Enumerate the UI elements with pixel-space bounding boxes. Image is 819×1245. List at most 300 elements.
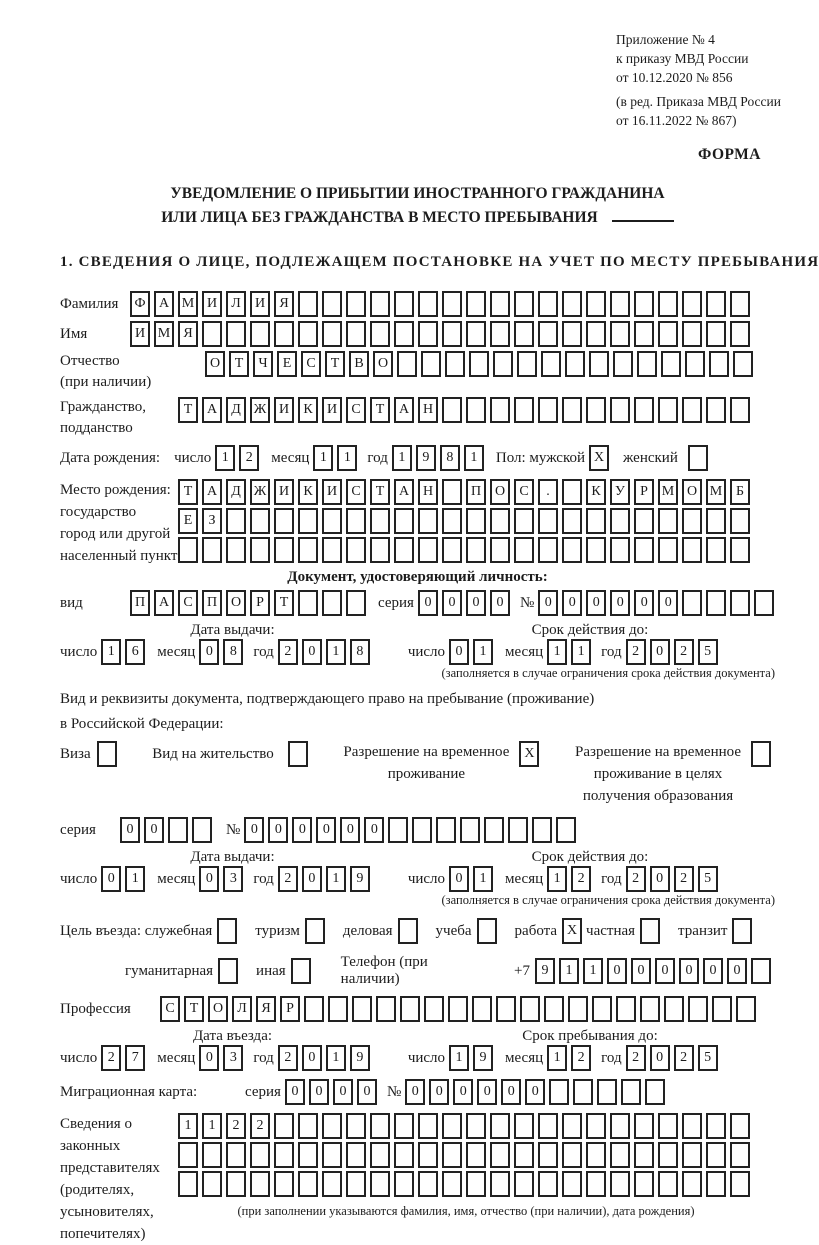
char-box[interactable]: 9 [350,1045,370,1071]
char-box[interactable] [682,508,702,534]
char-box[interactable]: 0 [357,1079,377,1105]
char-box[interactable]: А [154,590,174,616]
char-box[interactable] [565,351,585,377]
char-box[interactable]: 5 [698,1045,718,1071]
char-box[interactable] [658,508,678,534]
char-box[interactable] [274,508,294,534]
char-box[interactable]: А [202,479,222,505]
char-box[interactable]: 3 [223,866,243,892]
char-box[interactable]: 0 [634,590,654,616]
char-box[interactable] [634,291,654,317]
char-box[interactable]: Т [370,479,390,505]
char-box[interactable] [562,1171,582,1197]
char-box[interactable] [733,351,753,377]
char-box[interactable] [274,537,294,563]
char-box[interactable] [610,537,630,563]
char-box[interactable] [490,537,510,563]
char-box[interactable] [610,508,630,534]
char-box[interactable]: А [394,397,414,423]
char-box[interactable] [178,1171,198,1197]
char-box[interactable]: 8 [440,445,460,471]
char-box[interactable] [730,1113,750,1139]
char-box[interactable] [192,817,212,843]
char-box[interactable]: К [298,479,318,505]
char-box[interactable] [448,996,468,1022]
char-box[interactable] [466,291,486,317]
char-box[interactable] [412,817,432,843]
char-box[interactable]: С [346,397,366,423]
char-box[interactable] [610,1113,630,1139]
char-box[interactable]: 0 [466,590,486,616]
char-box[interactable]: 0 [610,590,630,616]
char-box[interactable] [751,741,771,767]
char-box[interactable] [370,291,390,317]
char-box[interactable] [706,1171,726,1197]
char-box[interactable]: X [519,741,539,767]
char-box[interactable] [418,537,438,563]
char-box[interactable] [298,1113,318,1139]
char-box[interactable]: 1 [313,445,333,471]
char-box[interactable]: 7 [125,1045,145,1071]
char-box[interactable]: Я [256,996,276,1022]
char-box[interactable] [688,996,708,1022]
char-box[interactable] [730,508,750,534]
char-box[interactable] [610,1142,630,1168]
char-box[interactable] [514,1113,534,1139]
char-box[interactable] [538,291,558,317]
char-box[interactable] [730,590,750,616]
char-box[interactable] [541,351,561,377]
char-box[interactable] [250,1171,270,1197]
char-box[interactable]: И [274,479,294,505]
char-box[interactable] [634,537,654,563]
char-box[interactable] [736,996,756,1022]
char-box[interactable] [442,1142,462,1168]
char-box[interactable] [217,918,237,944]
char-box[interactable] [418,321,438,347]
char-box[interactable] [418,508,438,534]
char-box[interactable]: 0 [538,590,558,616]
char-box[interactable] [514,1142,534,1168]
char-box[interactable] [706,1113,726,1139]
char-box[interactable] [514,321,534,347]
char-box[interactable] [394,537,414,563]
char-box[interactable] [442,1113,462,1139]
char-box[interactable] [562,397,582,423]
char-box[interactable] [712,996,732,1022]
char-box[interactable] [226,1142,246,1168]
char-box[interactable]: Р [634,479,654,505]
char-box[interactable] [484,817,504,843]
char-box[interactable]: 1 [583,958,603,984]
char-box[interactable] [418,1113,438,1139]
char-box[interactable]: X [562,918,582,944]
char-box[interactable] [532,817,552,843]
char-box[interactable] [730,1171,750,1197]
char-box[interactable] [514,537,534,563]
char-box[interactable] [346,291,366,317]
char-box[interactable] [634,508,654,534]
char-box[interactable] [394,508,414,534]
char-box[interactable]: Р [250,590,270,616]
char-box[interactable] [442,397,462,423]
char-box[interactable] [514,508,534,534]
char-box[interactable] [514,1171,534,1197]
char-box[interactable]: 8 [350,639,370,665]
char-box[interactable] [298,291,318,317]
char-box[interactable]: 0 [525,1079,545,1105]
char-box[interactable]: Т [178,397,198,423]
char-box[interactable]: П [202,590,222,616]
char-box[interactable] [706,291,726,317]
char-box[interactable]: 1 [202,1113,222,1139]
char-box[interactable] [304,996,324,1022]
char-box[interactable]: 0 [449,866,469,892]
char-box[interactable] [658,1142,678,1168]
char-box[interactable] [682,590,702,616]
char-box[interactable]: 2 [674,1045,694,1071]
char-box[interactable] [493,351,513,377]
char-box[interactable]: 2 [278,639,298,665]
char-box[interactable] [751,958,771,984]
char-box[interactable]: С [346,479,366,505]
char-box[interactable] [730,397,750,423]
char-box[interactable]: 0 [120,817,140,843]
char-box[interactable]: Р [280,996,300,1022]
char-box[interactable]: 1 [473,639,493,665]
char-box[interactable] [477,918,497,944]
char-box[interactable] [610,291,630,317]
char-box[interactable] [352,996,372,1022]
char-box[interactable] [706,397,726,423]
char-box[interactable] [394,1171,414,1197]
char-box[interactable] [730,321,750,347]
char-box[interactable] [466,321,486,347]
char-box[interactable] [490,397,510,423]
char-box[interactable] [706,1142,726,1168]
char-box[interactable] [706,508,726,534]
char-box[interactable]: 2 [278,1045,298,1071]
char-box[interactable] [538,1171,558,1197]
char-box[interactable]: И [322,397,342,423]
char-box[interactable]: 0 [302,639,322,665]
char-box[interactable] [496,996,516,1022]
char-box[interactable]: 3 [223,1045,243,1071]
char-box[interactable]: 0 [199,866,219,892]
char-box[interactable] [732,918,752,944]
char-box[interactable]: И [250,291,270,317]
char-box[interactable]: 0 [285,1079,305,1105]
char-box[interactable]: Т [184,996,204,1022]
char-box[interactable]: 9 [473,1045,493,1071]
char-box[interactable] [370,321,390,347]
char-box[interactable]: С [160,996,180,1022]
char-box[interactable] [682,537,702,563]
char-box[interactable] [436,817,456,843]
char-box[interactable] [305,918,325,944]
char-box[interactable]: 2 [626,1045,646,1071]
char-box[interactable] [445,351,465,377]
char-box[interactable] [394,291,414,317]
char-box[interactable] [274,1171,294,1197]
char-box[interactable] [298,508,318,534]
char-box[interactable] [370,508,390,534]
char-box[interactable] [288,741,308,767]
char-box[interactable] [658,321,678,347]
char-box[interactable]: 0 [302,1045,322,1071]
char-box[interactable]: Н [418,479,438,505]
char-box[interactable] [202,537,222,563]
char-box[interactable] [370,1142,390,1168]
char-box[interactable] [168,817,188,843]
char-box[interactable] [514,397,534,423]
char-box[interactable]: 0 [309,1079,329,1105]
char-box[interactable] [621,1079,641,1105]
char-box[interactable] [586,537,606,563]
char-box[interactable]: Е [178,508,198,534]
char-box[interactable]: О [208,996,228,1022]
char-box[interactable]: 0 [679,958,699,984]
char-box[interactable]: Д [226,397,246,423]
char-box[interactable] [730,537,750,563]
char-box[interactable] [730,1142,750,1168]
char-box[interactable] [634,1113,654,1139]
char-box[interactable]: 0 [199,1045,219,1071]
char-box[interactable]: 1 [326,639,346,665]
char-box[interactable]: 1 [571,639,591,665]
char-box[interactable] [346,321,366,347]
char-box[interactable] [442,537,462,563]
char-box[interactable]: В [349,351,369,377]
char-box[interactable] [346,1142,366,1168]
char-box[interactable]: Т [325,351,345,377]
char-box[interactable]: 1 [547,639,567,665]
char-box[interactable] [754,590,774,616]
char-box[interactable]: 0 [490,590,510,616]
char-box[interactable] [520,996,540,1022]
char-box[interactable] [586,1171,606,1197]
char-box[interactable] [250,321,270,347]
char-box[interactable] [322,321,342,347]
char-box[interactable]: Т [229,351,249,377]
char-box[interactable]: З [202,508,222,534]
char-box[interactable] [370,537,390,563]
char-box[interactable] [397,351,417,377]
char-box[interactable] [682,1142,702,1168]
char-box[interactable] [328,996,348,1022]
char-box[interactable] [418,291,438,317]
char-box[interactable]: 9 [350,866,370,892]
char-box[interactable] [490,291,510,317]
char-box[interactable]: 0 [607,958,627,984]
char-box[interactable] [730,291,750,317]
char-box[interactable] [370,1113,390,1139]
char-box[interactable]: 2 [626,639,646,665]
char-box[interactable]: П [130,590,150,616]
char-box[interactable] [322,537,342,563]
char-box[interactable]: 1 [125,866,145,892]
char-box[interactable]: 0 [453,1079,473,1105]
char-box[interactable] [685,351,705,377]
char-box[interactable] [682,1171,702,1197]
char-box[interactable]: 1 [215,445,235,471]
char-box[interactable]: М [706,479,726,505]
char-box[interactable] [394,1113,414,1139]
char-box[interactable]: 2 [571,866,591,892]
char-box[interactable] [274,1142,294,1168]
char-box[interactable]: 2 [674,639,694,665]
char-box[interactable]: С [178,590,198,616]
char-box[interactable] [586,1113,606,1139]
char-box[interactable]: 0 [340,817,360,843]
char-box[interactable]: 0 [442,590,462,616]
char-box[interactable] [472,996,492,1022]
char-box[interactable]: 1 [547,1045,567,1071]
char-box[interactable]: У [610,479,630,505]
char-box[interactable] [202,1171,222,1197]
char-box[interactable] [178,1142,198,1168]
char-box[interactable] [664,996,684,1022]
char-box[interactable] [658,1171,678,1197]
char-box[interactable] [202,1142,222,1168]
char-box[interactable]: 0 [101,866,121,892]
char-box[interactable] [586,397,606,423]
char-box[interactable] [460,817,480,843]
char-box[interactable]: М [154,321,174,347]
char-box[interactable]: 1 [101,639,121,665]
char-box[interactable] [682,397,702,423]
char-box[interactable]: 0 [703,958,723,984]
char-box[interactable] [322,291,342,317]
char-box[interactable]: 1 [326,1045,346,1071]
char-box[interactable]: 0 [655,958,675,984]
char-box[interactable]: 9 [416,445,436,471]
char-box[interactable] [346,1113,366,1139]
char-box[interactable] [640,996,660,1022]
char-box[interactable] [658,291,678,317]
char-box[interactable] [388,817,408,843]
char-box[interactable] [218,958,238,984]
char-box[interactable]: С [514,479,534,505]
char-box[interactable] [549,1079,569,1105]
char-box[interactable]: 0 [302,866,322,892]
char-box[interactable] [442,479,462,505]
char-box[interactable] [442,291,462,317]
char-box[interactable] [490,508,510,534]
char-box[interactable] [398,918,418,944]
char-box[interactable] [616,996,636,1022]
char-box[interactable] [394,321,414,347]
char-box[interactable]: 0 [650,639,670,665]
char-box[interactable]: А [202,397,222,423]
char-box[interactable]: 0 [562,590,582,616]
char-box[interactable]: Д [226,479,246,505]
char-box[interactable] [597,1079,617,1105]
char-box[interactable]: Ч [253,351,273,377]
char-box[interactable]: С [301,351,321,377]
char-box[interactable]: 0 [477,1079,497,1105]
char-box[interactable] [298,1142,318,1168]
char-box[interactable] [322,590,342,616]
char-box[interactable] [573,1079,593,1105]
char-box[interactable] [226,321,246,347]
char-box[interactable] [178,537,198,563]
char-box[interactable]: . [538,479,558,505]
char-box[interactable] [562,479,582,505]
char-box[interactable] [682,291,702,317]
char-box[interactable]: И [130,321,150,347]
char-box[interactable] [490,321,510,347]
char-box[interactable] [466,1142,486,1168]
char-box[interactable]: 2 [626,866,646,892]
char-box[interactable]: А [154,291,174,317]
char-box[interactable]: Л [226,291,246,317]
char-box[interactable]: 2 [239,445,259,471]
char-box[interactable]: 0 [631,958,651,984]
char-box[interactable] [394,1142,414,1168]
char-box[interactable]: О [373,351,393,377]
char-box[interactable] [586,321,606,347]
char-box[interactable]: 1 [337,445,357,471]
char-box[interactable]: Т [274,590,294,616]
char-box[interactable] [370,1171,390,1197]
char-box[interactable] [658,537,678,563]
char-box[interactable]: 2 [571,1045,591,1071]
char-box[interactable] [610,397,630,423]
char-box[interactable]: 0 [244,817,264,843]
char-box[interactable] [706,321,726,347]
char-box[interactable] [274,1113,294,1139]
char-box[interactable] [556,817,576,843]
char-box[interactable] [562,537,582,563]
char-box[interactable] [346,537,366,563]
char-box[interactable] [466,1113,486,1139]
char-box[interactable]: 0 [586,590,606,616]
char-box[interactable] [610,1171,630,1197]
char-box[interactable] [466,537,486,563]
char-box[interactable]: Я [178,321,198,347]
char-box[interactable]: Б [730,479,750,505]
char-box[interactable] [376,996,396,1022]
char-box[interactable] [682,1113,702,1139]
char-box[interactable] [688,445,708,471]
char-box[interactable] [490,1113,510,1139]
char-box[interactable]: О [205,351,225,377]
char-box[interactable]: И [202,291,222,317]
char-box[interactable] [97,741,117,767]
char-box[interactable]: 0 [658,590,678,616]
char-box[interactable]: 0 [501,1079,521,1105]
char-box[interactable]: Е [277,351,297,377]
char-box[interactable] [226,1171,246,1197]
char-box[interactable] [424,996,444,1022]
char-box[interactable] [442,1171,462,1197]
char-box[interactable] [322,1113,342,1139]
char-box[interactable] [250,508,270,534]
char-box[interactable]: 0 [650,866,670,892]
char-box[interactable]: 0 [292,817,312,843]
char-box[interactable] [442,508,462,534]
char-box[interactable] [346,590,366,616]
char-box[interactable]: 2 [101,1045,121,1071]
char-box[interactable] [544,996,564,1022]
char-box[interactable]: 1 [464,445,484,471]
char-box[interactable] [610,321,630,347]
char-box[interactable] [538,1113,558,1139]
char-box[interactable] [322,1171,342,1197]
char-box[interactable]: Ж [250,397,270,423]
char-box[interactable] [592,996,612,1022]
